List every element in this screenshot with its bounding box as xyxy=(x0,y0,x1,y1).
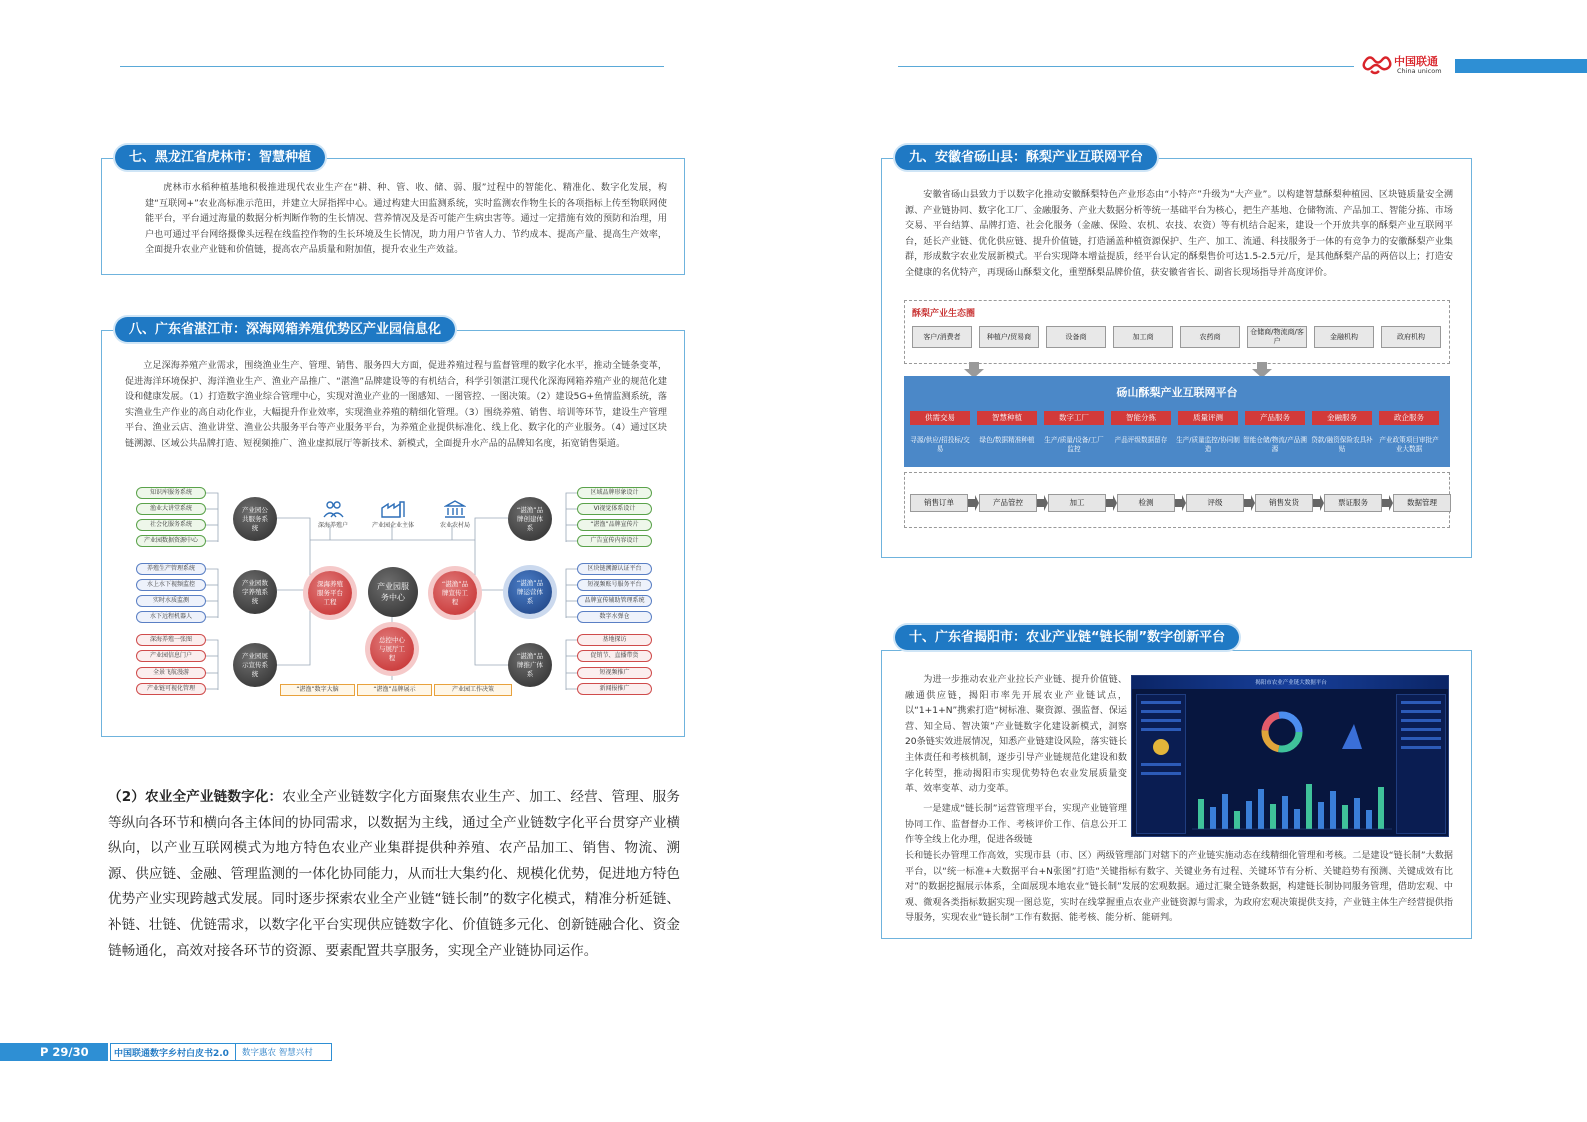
dashboard-bar xyxy=(1318,802,1324,829)
right-pill-item: 新闻报推广 xyxy=(577,683,652,695)
brand-en: China unicom xyxy=(1397,67,1442,75)
left-pill-item: 渔业大讲堂系统 xyxy=(136,503,206,515)
platform-service-tag: 产品服务 xyxy=(1245,411,1305,425)
icon-fishermen xyxy=(308,500,358,529)
right-pill-item: 区块链溯源认证平台 xyxy=(577,563,652,575)
left-pill-item: 养殖生产管理系统 xyxy=(136,563,206,575)
full-chain-lead: （2）农业全产业链数字化： xyxy=(108,789,283,805)
icon-enterprise-label: 产业园企业主体 xyxy=(371,522,414,529)
dashboard-bar xyxy=(1378,787,1384,829)
bottom-box-decision: 产业园工作决策 xyxy=(434,684,512,696)
left-pill-item: 水下远程机器人 xyxy=(136,611,206,623)
platform-service-tag: 智慧种植 xyxy=(977,411,1037,425)
full-chain-body: 农业全产业链数字化方面聚焦农业生产、加工、经营、管理、服务等纵向各环节和横向各主体间的协同需求，以数据为主线，通过全产业链数字化平台贯穿产业横纵向，以产业互联网模式为地方特色农业产业集群提供种养殖、农产品加工、销售、物流、溯源、供应链、金融、管理监测的一体化协同能力，从而壮大集约化、规模化优势，促进地方特色优势产业实现跨越式发展。同时逐步探索农业全产业链“链长制”的数字化模式，精准分析延链、补链、壮链、优链需求，以数字化平台实现供应链数字化、价值链多元化、创新链融合化、资金链畅通化，高效对接各环节的资源、要素配置共享服务，实现全产业链协同运作。 xyxy=(108,789,680,959)
circle-deep-sea-platform: 深海养殖服务平台工程 xyxy=(308,571,352,615)
platform-service-tag: 金融服务 xyxy=(1312,411,1372,425)
circle-digital-aquaculture: 产业园数字养殖系统 xyxy=(233,570,277,614)
section-10-intro: 为进一步推动农业产业拉长产业链、提升价值链、融通供应链，揭阳市率先开展农业产业链试点，以“1+1+N”携索打造“树标准、聚资源、强监督、保运营、知全局、智决策”产业链数字化建设新模式，洞察20条链实效进展情况，知悉产业链建设风险，落实链长主体责任和考核机制，逐步引导产业链规范化建设和数字化转型，推动揭阳市实现优势特色农业发展质量变革、效率变革、动力变革。 xyxy=(905,675,1127,795)
eco-label: 酥梨产业生态圈 xyxy=(912,309,976,319)
dashboard-charts xyxy=(1192,694,1392,834)
dashboard-bar xyxy=(1198,799,1204,829)
left-pill-item: 产业园信息门户 xyxy=(136,650,206,662)
section-9-title: 九、安徽省砀山县：酥梨产业互联网平台 xyxy=(895,145,1157,170)
footer-page-number: P 29/30 xyxy=(40,1045,89,1059)
users-icon xyxy=(322,500,344,518)
flow-step: 数据管理 xyxy=(1393,494,1451,512)
flow-step: 销售订单 xyxy=(910,494,968,512)
dashboard-bar xyxy=(1282,796,1288,829)
platform-service-tag: 数字工厂 xyxy=(1044,411,1104,425)
flow-arrow-icon xyxy=(1106,495,1117,511)
full-chain-digitalization-text xyxy=(108,785,680,964)
bottom-box-digital-brain: “湛渔”数字大脑 xyxy=(280,684,355,696)
section-7-body: 虎林市水稻种植基地积极推进现代农业生产在“耕、种、管、收、储、弱、服”过程中的智能化、精准化、数字化发展，构建“互联网+”农业高标准示范田，并建立大屏指挥中心。通过构建大田监测系统，实时监测农作物生长的各项指标上传至物联网使能平台，平台通过海量的数据分析判断作物的生长情况、营养情况及是否可能产生病虫害等。通过一定措施有效的预防和治理，用户也可通过平台网络摄像头远程在线监控作物的生长环境及生长情况，助力用户节省人力、节约成本、提高产量、提高生产效率，全面提升农业产业链和价值链，提高农产品质量和附加值，提升农业生产效益。 xyxy=(145,183,667,256)
dashboard-bar xyxy=(1222,794,1228,829)
eco-member: 设备商 xyxy=(1046,326,1106,348)
platform-service-desc: 产业政策项目审批产业大数据 xyxy=(1379,436,1439,453)
flow-arrow-icon xyxy=(1037,495,1048,511)
eco-member: 种植户/贸易商 xyxy=(979,326,1039,348)
left-pill-item: 社会化服务系统 xyxy=(136,519,206,531)
right-pill-item: VI视觉体系设计 xyxy=(577,503,652,515)
circle-brand-project: “湛渔”品牌宣传工程 xyxy=(433,571,477,615)
eco-member: 农药商 xyxy=(1180,326,1240,348)
section-10-title: 十、广东省揭阳市：农业产业链“链长制”数字创新平台 xyxy=(895,625,1239,650)
left-pill-item: 深海养殖一张图 xyxy=(136,634,206,646)
left-pill-item: 知识库服务系统 xyxy=(136,487,206,499)
platform-service-desc: 寻源/供应/招投标/交易 xyxy=(910,436,970,453)
circle-display-promotion: 产业园展示宣传系统 xyxy=(233,643,277,687)
dashboard-right-panel xyxy=(1396,694,1446,834)
dashboard-bar xyxy=(1306,784,1312,829)
circle-brand-operation: “湛渔”品牌运营体系 xyxy=(508,570,552,614)
left-pill-item: 产业园数据资源中心 xyxy=(136,535,206,547)
icon-bureau-label: 农业农村局 xyxy=(439,522,470,529)
flow-step: 加工 xyxy=(1048,494,1106,512)
eco-member: 金融机构 xyxy=(1314,326,1374,348)
footer-title: 中国联通数字乡村白皮书2.0 xyxy=(114,1049,229,1059)
section-9-body: 安徽省砀山县致力于以数字化推动安徽酥梨特色产业形态由“小特产”升级为“大产业”。以构建智慧酥梨种植园、区块链质量安全溯源、产业链协同、数字化工厂、金融服务、产业大数据分析等统一基础平台为核心，把生产基地、仓储物流、产品加工、智能分拣、市场交易、平台结算、品牌打造、社会化服务（金融、保险、农机、农技、农资）等有机结合起来，建设一个开放共享的酥梨产业互联网平台，延长产业链、优化供应链、提升价值链，打造涵盖种植资源保护、生产、加工、流通、科技服务于一体的有竞争力的安徽酥梨产业集群，形成数字农业发展新模式。平台实现降本增益提质，经平台认定的酥梨售价可达1.5-2.5元/斤，是其他酥梨产品的两倍以上；打造安全健康的名优特产，再现砀山酥梨文化，重塑酥梨品牌价值，获安徽省省长、副省长现场指导并高度评价。 xyxy=(905,190,1453,278)
dashboard-left-panel xyxy=(1136,694,1186,834)
dashboard-bar xyxy=(1294,809,1300,829)
flow-step: 评级 xyxy=(1186,494,1244,512)
circle-public-service: 产业园公共服务系统 xyxy=(233,497,277,541)
flow-arrow-icon xyxy=(968,495,979,511)
right-pill-item: 品牌宣传辅助管理系统 xyxy=(577,595,652,607)
right-pill-item: 短视频账号服务平台 xyxy=(577,579,652,591)
park-service-diagram xyxy=(130,480,660,695)
flow-step: 销售发货 xyxy=(1255,494,1313,512)
eco-member: 加工商 xyxy=(1113,326,1173,348)
circle-service-center: 产业园服务中心 xyxy=(368,567,418,617)
section-7-box xyxy=(101,158,685,275)
flow-arrow-icon xyxy=(1382,495,1393,511)
dashboard-bar xyxy=(1342,805,1348,829)
dashboard-bar xyxy=(1210,807,1216,829)
dashboard-bar xyxy=(1270,804,1276,829)
dashboard-bar xyxy=(1354,798,1360,829)
dashboard-bar xyxy=(1234,811,1240,829)
header-rule-right xyxy=(898,66,1354,67)
platform-service-tag: 政企服务 xyxy=(1379,411,1439,425)
left-pill-item: 产业链可视化管理 xyxy=(136,683,206,695)
header-bar xyxy=(1455,59,1587,73)
section-8-body: 立足深海养殖产业需求，围绕渔业生产、管理、销售、服务四大方面，促进养殖过程与监督管理的数字化水平，推动全链条变革，促进海洋环境保护、海洋渔业生产、渔业产品推广、“湛渔”品牌建设等的有机结合，科学引领湛江现代化深海网箱养殖产业的规范化建设和健康发展。（1）打造数字渔业综合管理中心，实现对渔业产业的一图感知、一图管控、一图决策。（2）建设5G+鱼情监测系统，落实渔业生产作业的高自动化作业，大幅提升作业效率，实现渔业养殖的精细化管理。（3）围绕养殖、销售、培训等环节，建设生产管理平台、渔业云店、渔业讲堂、渔业公共服务平台等产业服务平台，为养殖企业提供标准化、线上化、数字化的产业服务。（4）通过区块链溯源、区域公共品牌打造、短视频推广、渔业虚拟展厅等新技术、新模式，全面提升水产品的品牌知名度，拓宽销售渠道。 xyxy=(125,361,667,449)
flow-step: 检测 xyxy=(1117,494,1175,512)
platform-service-desc: 生产/质量监控/协同制造 xyxy=(1176,436,1240,453)
platform-service-desc: 绿色/数据精准种植 xyxy=(979,436,1035,444)
factory-icon xyxy=(380,500,406,518)
dashboard-bar xyxy=(1366,810,1372,829)
platform-service-tag: 智能分拣 xyxy=(1111,411,1171,425)
dashboard-bar xyxy=(1246,801,1252,829)
platform-service-desc: 产品评级数据留存 xyxy=(1114,436,1168,444)
dashboard-title: 揭阳市农业产业链大数据平台 xyxy=(1255,680,1327,686)
right-pill-item: 短视频推广 xyxy=(577,667,652,679)
circle-brand-promotion: “湛渔”品牌推广体系 xyxy=(508,643,552,687)
right-pill-item: “湛渔”品牌宣传片 xyxy=(577,519,652,531)
platform-service-tag: 供需交易 xyxy=(910,411,970,425)
footer-slogan: 数字惠农 智慧兴村 xyxy=(242,1048,313,1058)
eco-member: 政府机构 xyxy=(1381,326,1441,348)
platform-service-desc: 生产/质量/设备/工厂监控 xyxy=(1044,436,1104,453)
icon-fishermen-label: 深海养殖户 xyxy=(317,522,348,529)
icon-bureau xyxy=(430,500,480,529)
icon-enterprise xyxy=(367,500,419,529)
government-building-icon xyxy=(444,500,466,518)
circle-brand-creation: “湛渔”品牌创建体系 xyxy=(508,497,552,541)
pear-platform-diagram xyxy=(904,300,1450,530)
right-pill-item: 基地探访 xyxy=(577,634,652,646)
brand-cn: 中国联通 xyxy=(1394,55,1438,68)
dashboard-screenshot xyxy=(1131,675,1449,837)
header-rule-left xyxy=(120,66,664,67)
section-10-p2-rest: 长和链长办管理工作高效，实现市县（市、区）两级管理部门对辖下的产业链实施动态在线精细化管理和考核。二是建设“链长制”大数据平台，以“统一标准+大数据平台+N张图”打造“关键指标有数字、关键业务有过程、关键环节有分析、关键趋势有预测、关键成效有比对”的数据挖掘展示体系，全面展现本地农业“链长制”发展的宏观数据。通过汇聚全链条数据，构建链长制协同服务管理，借助宏观、中观、微观各类指标数据实现一图总览，实时在线掌握重点农业产业链资源与需求，为政府宏观决策提供支持，产业链主体生产经营提供指导服务，实现农业“链长制”工作有数据、能考核、能分析、能研判。 xyxy=(905,851,1453,924)
platform-title: 砀山酥梨产业互联网平台 xyxy=(1116,386,1238,399)
section-7-title: 七、黑龙江省虎林市：智慧种植 xyxy=(115,145,325,170)
right-pill-item: 促销节、直播带货 xyxy=(577,650,652,662)
china-unicom-logo-icon xyxy=(1362,54,1392,76)
right-pill-item: 数字水弹仓 xyxy=(577,611,652,623)
flow-step: 票证服务 xyxy=(1324,494,1382,512)
right-pill-item: 广告宣传内容设计 xyxy=(577,535,652,547)
flow-arrow-icon xyxy=(1313,495,1324,511)
section-10-p2-lead: 一是建成“链长制”运营管理平台，实现产业链管理协同工作、监督督办工作、考核评价工作、信息公开工作等全线上化办理，促进各级链 xyxy=(905,804,1127,846)
bottom-box-brand-display: “湛渔”品牌展示 xyxy=(357,684,432,696)
eco-member: 客户/消费者 xyxy=(912,326,972,348)
left-pill-item: 全景飞航漫游 xyxy=(136,667,206,679)
eco-member: 仓储商/物流商/客户 xyxy=(1247,326,1307,348)
platform-service-desc: 智能仓储/物流/产品溯源 xyxy=(1243,436,1307,453)
right-pill-item: 区域品牌形象设计 xyxy=(577,487,652,499)
platform-service-desc: 贷款/融资保险农具补贴 xyxy=(1311,436,1373,453)
dashboard-bar xyxy=(1258,789,1264,829)
flow-step: 产品管控 xyxy=(979,494,1037,512)
platform-service-tag: 质量评测 xyxy=(1178,411,1238,425)
flow-arrow-icon xyxy=(1175,495,1186,511)
left-pill-item: 水上水下视频监控 xyxy=(136,579,206,591)
section-8-title: 八、广东省湛江市：深海网箱养殖优势区产业园信息化 xyxy=(115,317,455,342)
dashboard-bar xyxy=(1330,791,1336,829)
circle-control-center: 总控中心与展厅工程 xyxy=(370,627,414,671)
left-pill-item: 实时水质监测 xyxy=(136,595,206,607)
flow-arrow-icon xyxy=(1244,495,1255,511)
